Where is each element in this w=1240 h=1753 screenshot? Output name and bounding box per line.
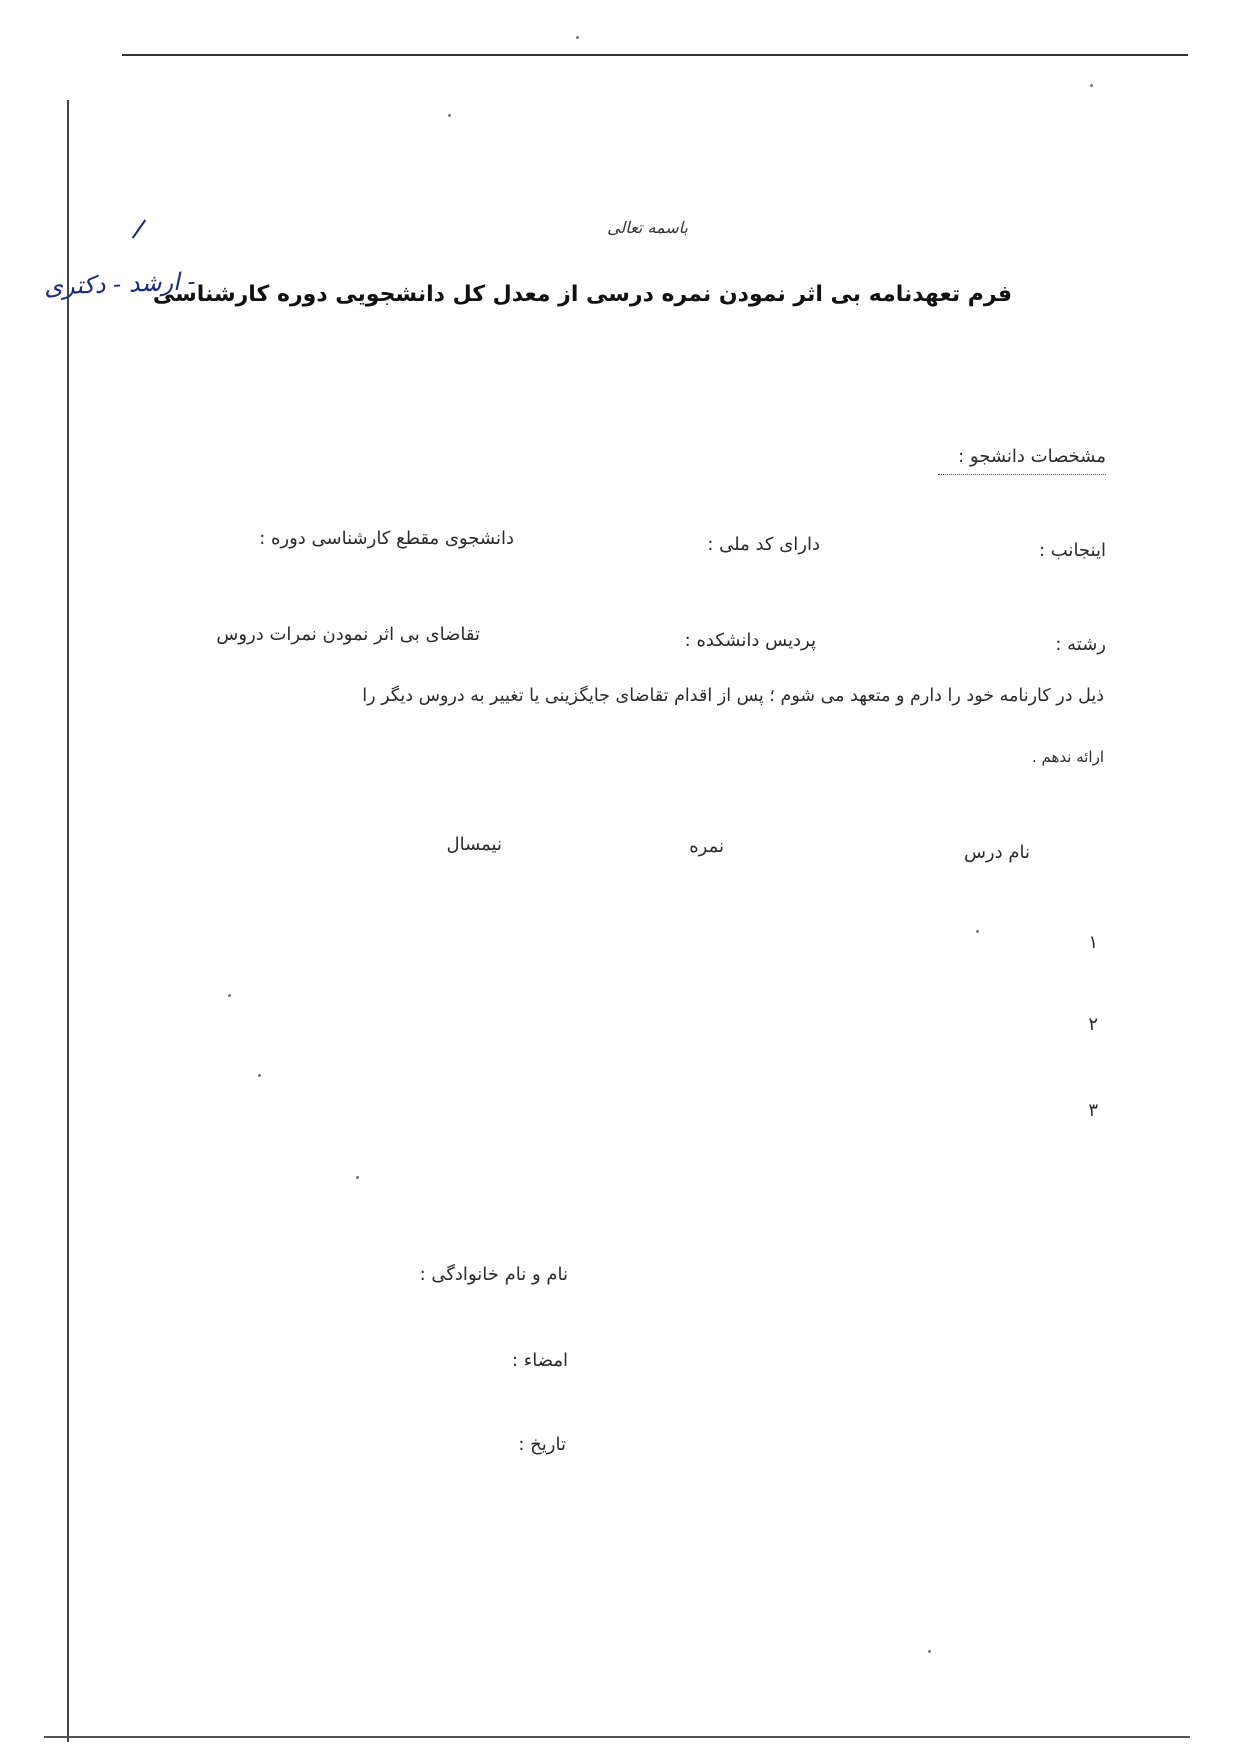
top-border-line <box>122 54 1188 56</box>
row-number: ۲ <box>1088 1014 1098 1035</box>
major-label: رشته : <box>1055 634 1106 655</box>
commitment-line-2: ارائه ندهم . <box>1031 748 1104 766</box>
campus-faculty-label: پردیس دانشکده : <box>684 630 816 651</box>
handwritten-stroke <box>132 219 146 238</box>
heading-underline <box>938 474 1106 475</box>
applicant-label: اینجانب : <box>1038 540 1106 561</box>
signature-label: امضاء : <box>512 1350 568 1371</box>
student-info-heading: مشخصات دانشجو : <box>958 446 1106 467</box>
basmala: باسمه تعالی <box>607 218 688 237</box>
degree-level-label: دانشجوی مقطع کارشناسی دوره : <box>259 528 514 549</box>
left-border-line <box>67 100 69 1742</box>
scan-speck <box>356 1176 359 1179</box>
scan-speck <box>228 994 231 997</box>
scan-speck <box>258 1074 261 1077</box>
national-code-label: دارای کد ملی : <box>707 534 820 555</box>
scan-speck <box>448 114 451 117</box>
date-label: تاریخ : <box>518 1434 566 1455</box>
scan-speck <box>1090 84 1093 87</box>
row-number: ۳ <box>1088 1100 1098 1121</box>
bottom-border-line <box>44 1736 1190 1738</box>
semester-header: نیمسال <box>446 834 502 855</box>
scan-speck <box>576 36 579 39</box>
commitment-line-1: ذیل در کارنامه خود را دارم و متعهد می شوم ؛ پس از اقدام تقاضای جایگزینی یا تغییر به دروس دیگر را <box>362 686 1104 706</box>
scan-speck <box>976 930 979 933</box>
handwritten-note: - ارشد - دکتری <box>43 267 196 301</box>
scan-speck <box>928 1650 931 1653</box>
course-name-header: نام درس <box>963 842 1030 863</box>
form-title: فرم تعهدنامه بی اثر نمودن نمره درسی از معدل کل دانشجویی دوره کارشناسی <box>152 282 1012 307</box>
full-name-label: نام و نام خانوادگی : <box>419 1264 568 1285</box>
request-text-start: تقاضای بی اثر نمودن نمرات دروس <box>216 624 480 645</box>
row-number: ۱ <box>1088 932 1098 953</box>
grade-header: نمره <box>689 836 724 857</box>
